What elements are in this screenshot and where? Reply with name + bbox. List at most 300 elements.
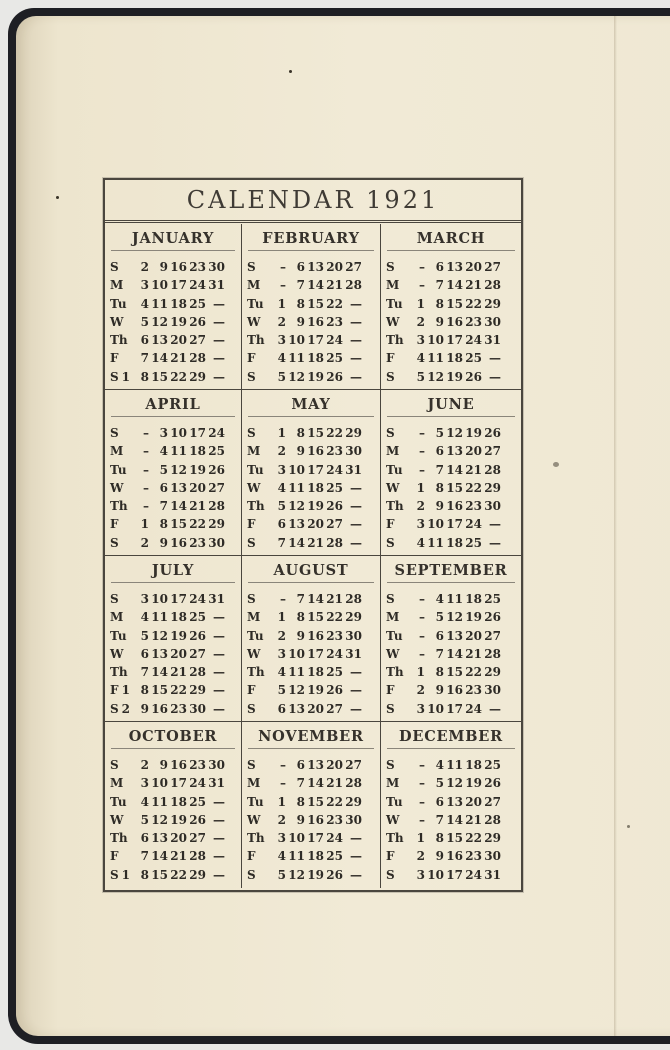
weekday-label: Th <box>247 665 265 680</box>
week-row <box>247 368 380 386</box>
date-number: — <box>350 369 362 384</box>
date-number: 22 <box>326 610 343 625</box>
date-number: 9 <box>435 314 444 329</box>
weekday-label: Th <box>386 333 404 348</box>
date-number: — <box>489 535 501 550</box>
date-number: 21 <box>465 278 482 293</box>
date-number: – <box>419 260 425 274</box>
month-block <box>105 556 242 722</box>
weekday-label: S <box>247 758 256 772</box>
weekday-label: S <box>386 426 395 440</box>
date-number: 25 <box>189 794 206 809</box>
date-number: 28 <box>484 278 501 293</box>
weekday-label: S <box>386 260 395 274</box>
weekday-label: W <box>247 812 261 827</box>
date-number: 14 <box>151 849 168 864</box>
date-number: – <box>419 646 425 661</box>
week-row <box>110 295 241 313</box>
date-number: 3 <box>277 462 286 477</box>
weekday-label: Tu <box>386 462 403 477</box>
date-number: 23 <box>189 758 206 772</box>
date-number: 13 <box>151 333 168 348</box>
date-number: 17 <box>446 867 463 882</box>
date-number: 14 <box>446 646 463 661</box>
date-number: 11 <box>170 444 187 459</box>
date-number: 10 <box>427 701 444 716</box>
date-number: 30 <box>189 701 206 716</box>
date-number: 9 <box>140 701 149 716</box>
date-number: — <box>350 499 362 514</box>
weekday-label: S <box>386 535 395 550</box>
date-number: 21 <box>170 849 187 864</box>
date-number: 4 <box>277 849 286 864</box>
date-number: 12 <box>151 628 168 643</box>
date-number: 22 <box>326 296 343 311</box>
date-number: 30 <box>345 812 362 827</box>
date-number: – <box>280 260 286 274</box>
date-number: 3 <box>416 517 425 532</box>
week-row <box>247 700 380 718</box>
week-row <box>110 515 241 533</box>
month-days <box>381 583 521 718</box>
month-name: FEBRUARY <box>248 224 374 251</box>
date-number: 22 <box>189 517 206 532</box>
date-number: 14 <box>307 776 324 791</box>
date-number: 3 <box>140 776 149 791</box>
weekday-label: S <box>386 867 395 882</box>
date-number: 30 <box>208 260 225 274</box>
month-days <box>105 749 241 884</box>
date-number: 26 <box>326 683 343 698</box>
date-number: 25 <box>326 480 343 495</box>
date-number: 6 <box>435 260 444 274</box>
week-row <box>247 534 380 552</box>
date-number: 29 <box>189 867 206 882</box>
weekday-label: Th <box>247 499 265 514</box>
week-row <box>386 461 521 479</box>
date-number: 24 <box>189 278 206 293</box>
date-number: — <box>350 535 362 550</box>
date-number: — <box>213 646 225 661</box>
date-number: 8 <box>435 831 444 846</box>
date-number: 12 <box>288 683 305 698</box>
paper-speck <box>553 462 559 467</box>
date-number: 28 <box>189 351 206 366</box>
weekday-label: S <box>110 758 119 772</box>
week-row <box>110 368 241 386</box>
date-number: 23 <box>326 444 343 459</box>
date-number: 9 <box>159 260 168 274</box>
date-number: 18 <box>170 296 187 311</box>
date-number: 12 <box>288 369 305 384</box>
week-row <box>386 479 521 497</box>
date-number: 15 <box>307 296 324 311</box>
weekday-label: M <box>386 278 400 293</box>
date-number: 16 <box>446 849 463 864</box>
week-row <box>386 276 521 294</box>
date-number: 6 <box>296 260 305 274</box>
weekday-label: W <box>110 812 124 827</box>
paper-speck <box>289 70 292 73</box>
weekday-label: Th <box>247 333 265 348</box>
date-number: 1 <box>121 867 130 882</box>
date-number: 7 <box>140 849 149 864</box>
date-number: 20 <box>465 444 482 459</box>
week-row <box>247 295 380 313</box>
date-number: 31 <box>345 646 362 661</box>
date-number: 11 <box>151 610 168 625</box>
date-number: 13 <box>151 831 168 846</box>
month-name: DECEMBER <box>387 722 515 749</box>
date-number: — <box>213 610 225 625</box>
date-number: 2 <box>416 683 425 698</box>
date-number: 15 <box>446 296 463 311</box>
weekday-label: Th <box>110 499 128 514</box>
date-number: 29 <box>345 610 362 625</box>
date-number: — <box>350 831 362 846</box>
date-number: 8 <box>140 867 149 882</box>
date-number: 13 <box>170 480 187 495</box>
date-number: 1 <box>416 831 425 846</box>
week-row <box>386 424 521 442</box>
date-number: 16 <box>446 683 463 698</box>
date-number: 10 <box>170 426 187 440</box>
date-number: 29 <box>345 426 362 440</box>
month-name: NOVEMBER <box>248 722 374 749</box>
date-number: 28 <box>189 849 206 864</box>
weekday-label: W <box>110 646 124 661</box>
date-number: 18 <box>307 480 324 495</box>
week-row <box>110 590 241 608</box>
date-number: 26 <box>189 812 206 827</box>
month-block <box>242 390 381 556</box>
date-number: – <box>280 278 286 293</box>
date-number: 18 <box>307 351 324 366</box>
week-row <box>386 349 521 367</box>
date-number: 26 <box>189 628 206 643</box>
weekday-label: S <box>247 867 256 882</box>
date-number: 27 <box>484 628 501 643</box>
date-number: 2 <box>140 758 149 772</box>
week-row <box>386 645 521 663</box>
month-grid <box>105 224 521 888</box>
date-number: 21 <box>170 665 187 680</box>
date-number: 29 <box>484 665 501 680</box>
date-number: 17 <box>307 333 324 348</box>
date-number: 24 <box>326 646 343 661</box>
date-number: 11 <box>446 758 463 772</box>
date-number: 21 <box>170 351 187 366</box>
date-number: 27 <box>189 333 206 348</box>
weekday-label: F <box>386 351 395 366</box>
date-number: 24 <box>326 831 343 846</box>
weekday-label: S <box>247 260 256 274</box>
date-number: 2 <box>416 499 425 514</box>
weekday-label: M <box>110 610 124 625</box>
weekday-label: Tu <box>386 296 403 311</box>
date-number: – <box>419 610 425 625</box>
date-number: 1 <box>121 369 130 384</box>
date-number: 26 <box>484 426 501 440</box>
date-number: 22 <box>465 480 482 495</box>
date-number: 2 <box>416 849 425 864</box>
weekday-label: S <box>247 369 256 384</box>
date-number: 11 <box>288 351 305 366</box>
date-number: 9 <box>435 683 444 698</box>
month-name: JUNE <box>387 390 515 417</box>
date-number: 24 <box>465 701 482 716</box>
week-row <box>386 663 521 681</box>
date-number: 19 <box>307 499 324 514</box>
weekday-label: Tu <box>247 794 264 809</box>
date-number: 18 <box>307 665 324 680</box>
week-row <box>247 756 380 774</box>
date-number: 22 <box>326 426 343 440</box>
date-number: 20 <box>465 794 482 809</box>
date-number: 2 <box>121 701 130 716</box>
week-row <box>110 497 241 515</box>
date-number: 8 <box>296 426 305 440</box>
date-number: 13 <box>307 758 324 772</box>
week-row <box>110 756 241 774</box>
weekday-label: F <box>386 849 395 864</box>
week-row <box>110 608 241 626</box>
date-number: 25 <box>484 592 501 606</box>
weekday-label: W <box>110 480 124 495</box>
weekday-label: F <box>386 683 395 698</box>
date-number: 10 <box>288 333 305 348</box>
date-number: – <box>419 444 425 459</box>
weekday-label: S <box>110 701 119 716</box>
week-row <box>247 590 380 608</box>
date-number: 1 <box>140 517 149 532</box>
date-number: — <box>213 683 225 698</box>
date-number: 27 <box>484 260 501 274</box>
date-number: 16 <box>170 535 187 550</box>
week-row <box>110 829 241 847</box>
date-number: 13 <box>446 444 463 459</box>
date-number: 12 <box>288 867 305 882</box>
date-number: 25 <box>326 849 343 864</box>
date-number: – <box>143 462 149 477</box>
date-number: 19 <box>170 628 187 643</box>
date-number: 23 <box>326 314 343 329</box>
date-number: 21 <box>465 646 482 661</box>
date-number: — <box>489 701 501 716</box>
week-row <box>386 295 521 313</box>
date-number: — <box>213 701 225 716</box>
date-number: 10 <box>288 646 305 661</box>
week-row <box>386 829 521 847</box>
date-number: 11 <box>288 665 305 680</box>
date-number: 28 <box>345 592 362 606</box>
date-number: 1 <box>277 296 286 311</box>
date-number: — <box>213 296 225 311</box>
month-days <box>242 749 380 884</box>
date-number: 18 <box>465 758 482 772</box>
date-number: 5 <box>416 369 425 384</box>
date-number: 26 <box>189 314 206 329</box>
month-days <box>381 749 521 884</box>
date-number: 11 <box>427 351 444 366</box>
date-number: 7 <box>159 499 168 514</box>
date-number: 6 <box>296 758 305 772</box>
date-number: — <box>350 333 362 348</box>
date-number: 29 <box>189 683 206 698</box>
date-number: 12 <box>151 314 168 329</box>
date-number: 24 <box>208 426 225 440</box>
week-row <box>247 461 380 479</box>
week-row <box>247 663 380 681</box>
date-number: 14 <box>446 462 463 477</box>
week-row <box>247 847 380 865</box>
week-row <box>110 681 241 699</box>
date-number: 5 <box>140 314 149 329</box>
date-number: 21 <box>326 776 343 791</box>
date-number: 17 <box>170 592 187 606</box>
date-number: 1 <box>121 683 130 698</box>
date-number: 10 <box>427 867 444 882</box>
date-number: 6 <box>140 333 149 348</box>
month-days <box>105 583 241 718</box>
month-name: SEPTEMBER <box>387 556 515 583</box>
date-number: 26 <box>484 610 501 625</box>
date-number: 21 <box>307 535 324 550</box>
date-number: 6 <box>435 628 444 643</box>
week-row <box>386 368 521 386</box>
date-number: 13 <box>307 260 324 274</box>
date-number: – <box>143 426 149 440</box>
date-number: 9 <box>296 444 305 459</box>
date-number: 4 <box>416 535 425 550</box>
weekday-label: Tu <box>247 296 264 311</box>
date-number: 31 <box>208 776 225 791</box>
week-row <box>247 442 380 460</box>
week-row <box>247 811 380 829</box>
date-number: 5 <box>277 499 286 514</box>
date-number: 31 <box>345 462 362 477</box>
date-number: 28 <box>484 646 501 661</box>
weekday-label: S <box>386 369 395 384</box>
date-number: 8 <box>435 665 444 680</box>
weekday-label: S <box>386 701 395 716</box>
weekday-label: M <box>247 610 261 625</box>
date-number: 25 <box>484 758 501 772</box>
date-number: 7 <box>435 812 444 827</box>
date-number: 14 <box>446 278 463 293</box>
date-number: 14 <box>307 278 324 293</box>
date-number: 30 <box>484 849 501 864</box>
month-days <box>242 583 380 718</box>
date-number: 3 <box>277 646 286 661</box>
week-row <box>386 534 521 552</box>
date-number: 17 <box>189 426 206 440</box>
week-row <box>110 793 241 811</box>
date-number: 23 <box>326 812 343 827</box>
week-row <box>110 258 241 276</box>
month-name: OCTOBER <box>111 722 235 749</box>
month-days <box>381 251 521 386</box>
weekday-label: S <box>110 867 119 882</box>
week-row <box>247 349 380 367</box>
date-number: 23 <box>326 628 343 643</box>
date-number: 29 <box>345 794 362 809</box>
date-number: 22 <box>465 665 482 680</box>
weekday-label: S <box>110 426 119 440</box>
weekday-label: M <box>247 278 261 293</box>
week-row <box>110 663 241 681</box>
date-number: 23 <box>465 683 482 698</box>
date-number: 17 <box>307 831 324 846</box>
date-number: 16 <box>170 260 187 274</box>
month-name: JANUARY <box>111 224 235 251</box>
date-number: 30 <box>484 499 501 514</box>
date-number: – <box>419 794 425 809</box>
date-number: 4 <box>277 480 286 495</box>
date-number: 27 <box>189 646 206 661</box>
weekday-label: M <box>247 776 261 791</box>
date-number: 30 <box>208 535 225 550</box>
date-number: — <box>350 351 362 366</box>
date-number: 16 <box>170 758 187 772</box>
date-number: 18 <box>465 592 482 606</box>
week-row <box>386 442 521 460</box>
date-number: 4 <box>416 351 425 366</box>
date-number: 21 <box>465 812 482 827</box>
date-number: 15 <box>151 369 168 384</box>
date-number: 3 <box>416 333 425 348</box>
date-number: — <box>350 701 362 716</box>
weekday-label: S <box>247 592 256 606</box>
month-name: JULY <box>111 556 235 583</box>
date-number: 18 <box>170 610 187 625</box>
month-name: MAY <box>248 390 374 417</box>
date-number: 8 <box>435 296 444 311</box>
weekday-label: S <box>110 369 119 384</box>
date-number: 21 <box>189 499 206 514</box>
date-number: 12 <box>288 499 305 514</box>
date-number: 15 <box>307 426 324 440</box>
week-row <box>386 258 521 276</box>
date-number: 22 <box>170 369 187 384</box>
date-number: 15 <box>446 665 463 680</box>
date-number: 24 <box>465 517 482 532</box>
date-number: 25 <box>326 665 343 680</box>
date-number: – <box>143 499 149 514</box>
date-number: 13 <box>446 260 463 274</box>
date-number: 11 <box>151 794 168 809</box>
weekday-label: Tu <box>110 794 127 809</box>
week-row <box>386 681 521 699</box>
date-number: 4 <box>140 610 149 625</box>
date-number: 4 <box>140 296 149 311</box>
weekday-label: M <box>386 444 400 459</box>
date-number: 4 <box>140 794 149 809</box>
date-number: 29 <box>484 296 501 311</box>
date-number: 2 <box>277 628 286 643</box>
date-number: 2 <box>277 812 286 827</box>
month-name: MARCH <box>387 224 515 251</box>
month-name: APRIL <box>111 390 235 417</box>
week-row <box>247 645 380 663</box>
date-number: 3 <box>416 867 425 882</box>
date-number: 3 <box>140 592 149 606</box>
week-row <box>386 774 521 792</box>
date-number: 11 <box>427 535 444 550</box>
date-number: 19 <box>465 426 482 440</box>
date-number: – <box>280 758 286 772</box>
weekday-label: Th <box>386 831 404 846</box>
